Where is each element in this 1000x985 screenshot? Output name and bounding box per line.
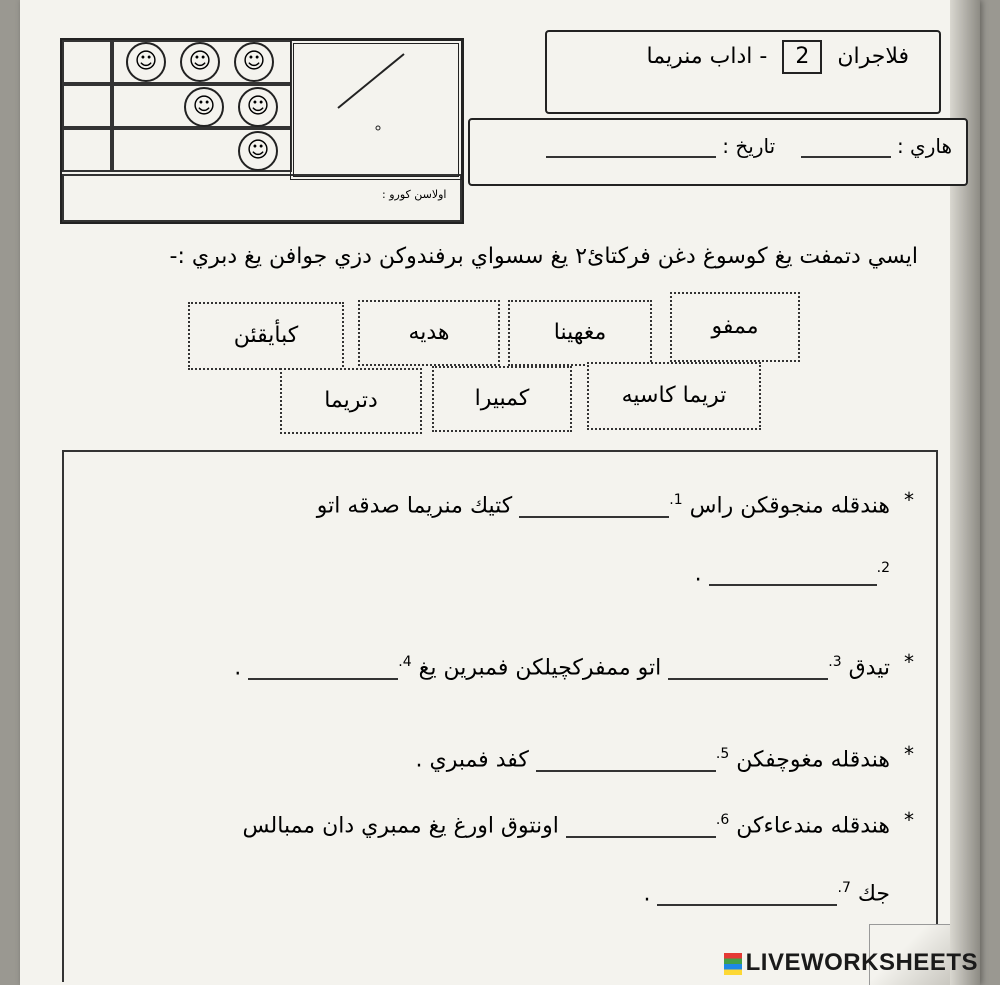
- word-card-4[interactable]: كبأيقئن: [188, 302, 344, 370]
- happy-face-icon: ☺: [180, 42, 220, 82]
- question-5-line: [415, 746, 890, 772]
- happy-face-icon: ☺: [126, 42, 166, 82]
- bullet-star: *: [904, 808, 914, 832]
- grade-row-1-faces: [112, 128, 292, 172]
- answer-blank-7[interactable]: [657, 882, 837, 906]
- question-text: .: [694, 561, 702, 587]
- teacher-signature-box: [62, 174, 462, 222]
- word-card-5[interactable]: تريما كاسيه: [587, 362, 761, 430]
- smiley-icon: ☺: [238, 131, 278, 171]
- grade-checkbox-3[interactable]: [62, 128, 112, 172]
- title-banner: [545, 30, 941, 114]
- bullet-star: *: [904, 742, 914, 766]
- word-card-7[interactable]: دتريما: [280, 368, 422, 434]
- live-badge-icon: [724, 953, 742, 975]
- question-text: تيدق: [848, 655, 890, 681]
- question-6-line: [242, 812, 890, 838]
- answer-blank-4[interactable]: [248, 656, 398, 680]
- instruction-text: ايسي دتمفت يغ كوسوغ دغن فركتائ٢ يغ سسواي برفندوكن دزي جوافن يغ دبري :-: [169, 244, 918, 269]
- subject-label: فلاجران: [837, 44, 909, 69]
- level-box: 2: [782, 40, 822, 74]
- liveworksheets-logo: [724, 949, 978, 977]
- word-card-2[interactable]: مغهينا: [508, 300, 652, 366]
- blank-number: 7.: [837, 880, 851, 896]
- bullet-star: *: [904, 488, 914, 512]
- question-2-line: [695, 560, 890, 586]
- question-text: .: [234, 655, 242, 681]
- grade-row-3-faces: [112, 40, 292, 84]
- happy-face-icon: ☺: [234, 42, 274, 82]
- word-card-6[interactable]: كمبيرا: [432, 366, 572, 432]
- word-card-1[interactable]: ممفو: [670, 292, 800, 362]
- brand-name: LIVEWORKSHEETS: [745, 949, 978, 976]
- date-label: تاريخ :: [722, 134, 776, 158]
- answer-blank-3[interactable]: [668, 656, 828, 680]
- question-3-line: [234, 654, 890, 680]
- mark-box: [290, 40, 462, 180]
- answer-blank-5[interactable]: [536, 748, 716, 772]
- question-7-line: [643, 880, 890, 906]
- answer-blank-6[interactable]: [566, 814, 716, 838]
- title-line: [647, 40, 909, 74]
- blank-number: 5.: [715, 746, 730, 762]
- grade-row-2-faces: [112, 84, 292, 128]
- topic-label: اداب منريما: [646, 44, 753, 69]
- blank-number: 4.: [398, 654, 412, 670]
- question-1-line: [317, 492, 890, 518]
- question-text: هندقله مغوچفكن: [736, 747, 890, 773]
- wink-face-icon: ☺: [238, 87, 278, 127]
- day-label: هاري :: [896, 134, 952, 158]
- blank-number: 6.: [715, 812, 730, 828]
- checkmark-stroke-icon: [294, 44, 450, 168]
- blank-number: 1.: [669, 492, 683, 508]
- grade-checkbox-2[interactable]: [62, 84, 112, 128]
- question-text: كفد فمبري .: [415, 747, 529, 773]
- day-field[interactable]: [801, 138, 891, 158]
- grade-checkbox-1[interactable]: [62, 40, 112, 84]
- answer-blank-1[interactable]: [519, 494, 669, 518]
- title-dash: -: [759, 44, 768, 69]
- question-text: اتو ممفركچيلكن فمبرين يغ: [418, 655, 662, 681]
- question-text: هندقله مندعاءكن: [736, 813, 890, 839]
- question-text: هندقله منجوقكن راس: [689, 493, 890, 519]
- answer-blank-2[interactable]: [709, 562, 877, 586]
- blank-number: 2.: [876, 560, 890, 576]
- teacher-label: اولاسن كورو :: [382, 188, 447, 201]
- question-text: اونتوق اورغ يغ ممبري دان ممبالس: [242, 813, 559, 839]
- blank-number: 3.: [828, 654, 842, 670]
- worksheet-page: [20, 0, 980, 985]
- bullet-star: *: [904, 650, 914, 674]
- date-field[interactable]: [546, 138, 716, 158]
- question-text: .: [643, 881, 651, 907]
- question-text: كتيك منريما صدقه اتو: [316, 493, 513, 519]
- question-text: جك: [857, 881, 890, 907]
- word-card-3[interactable]: هديه: [358, 300, 500, 366]
- date-line: [546, 134, 952, 158]
- date-bar: [468, 118, 968, 186]
- smiley-icon: ☺: [184, 87, 224, 127]
